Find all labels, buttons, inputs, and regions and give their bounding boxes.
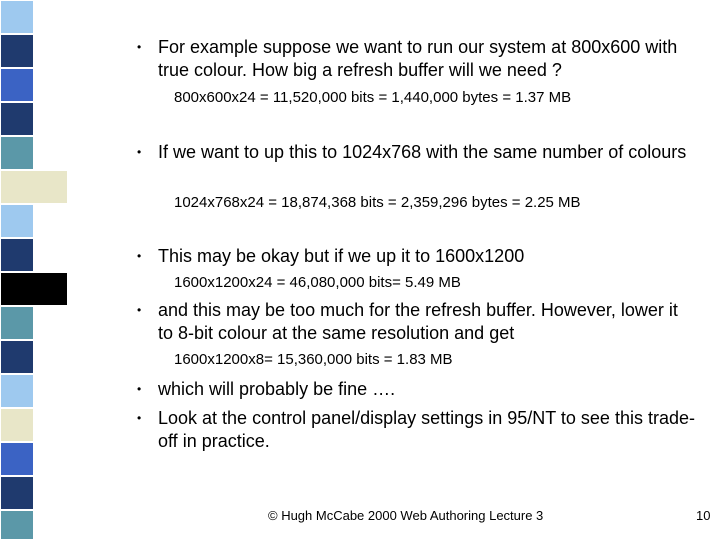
calculation-line: 1024x768x24 = 18,874,368 bits = 2,359,296 bytes = 2.25 MB <box>174 194 581 211</box>
bullet-item <box>137 141 697 164</box>
bullet-text: If we want to up this to 1024x768 with the same number of colours <box>158 142 687 162</box>
bullet-symbol: • <box>137 303 142 317</box>
bullet-symbol: • <box>137 249 142 263</box>
bullet-text: which will probably be fine …. <box>158 379 396 399</box>
bullet-symbol: • <box>137 145 142 159</box>
calculation-line: 1600x1200x8= 15,360,000 bits = 1.83 MB <box>174 351 453 368</box>
bullet-item <box>137 378 697 401</box>
bullet-text: This may be okay but if we up it to 1600x1200 <box>158 246 525 266</box>
bullet-item <box>137 36 697 82</box>
bullet-symbol: • <box>137 411 142 425</box>
page-number: 10 <box>696 508 711 523</box>
calculation-line: 1600x1200x24 = 46,080,000 bits= 5.49 MB <box>174 274 461 291</box>
calculation-line: 800x600x24 = 11,520,000 bits = 1,440,000 bytes = 1.37 MB <box>174 89 572 106</box>
bullet-symbol: • <box>137 382 142 396</box>
bullet-text: For example suppose we want to run our system at 800x600 with true colour. How big a refresh buffer will we need ? <box>158 37 678 80</box>
bullet-text: Look at the control panel/display settings in 95/NT to see this trade-off in practice. <box>158 408 695 451</box>
bullet-item <box>137 299 697 345</box>
footer-copyright: © Hugh McCabe 2000 Web Authoring Lecture 3 <box>268 508 544 523</box>
bullet-item <box>137 407 697 453</box>
bullet-symbol: • <box>137 40 142 54</box>
bullet-item <box>137 245 697 268</box>
bullet-text: and this may be too much for the refresh buffer. However, lower it to 8-bit colour at the same resolution and get <box>158 300 678 343</box>
